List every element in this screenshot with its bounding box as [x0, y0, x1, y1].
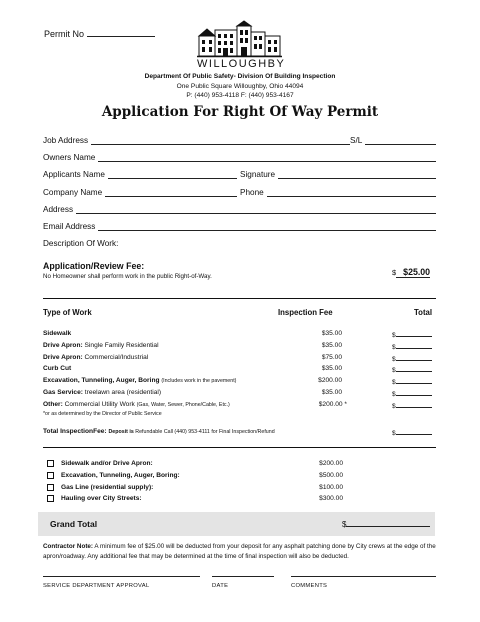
department-address: One Public Square Willoughby, Ohio 44094	[176, 82, 304, 90]
row-type-rest: treelawn area (residential)	[82, 389, 162, 396]
email-address-label: Email Address	[43, 222, 96, 231]
row-type-bold: Curb Cut	[43, 365, 72, 372]
service-approval-label: SERVICE DEPARTMENT APPROVAL	[43, 583, 150, 589]
review-fee-note: No Homeowner shall perform work in the public Right-of-Way.	[43, 273, 212, 280]
row-price: $35.00	[321, 389, 342, 396]
deposit-label: Deposit is	[108, 429, 134, 435]
department-name: Department Of Public Safety- Division Of Building Inspection	[144, 73, 336, 80]
department-header	[0, 72, 480, 101]
table-row	[43, 330, 436, 341]
permit-number-label: Permit No	[44, 29, 85, 39]
deposit-price: $100.00	[319, 484, 343, 491]
signature-label: Signature	[240, 170, 276, 179]
row-total-field[interactable]: $	[392, 401, 436, 410]
review-fee-block	[43, 261, 213, 281]
logo-wordmark: WILLOUGHBY	[197, 58, 286, 70]
table-row	[43, 354, 436, 365]
contractor-note-text: A minimum fee of $25.00 will be deducted from your deposit for any asphalt patching done by City crews at the edge of the apron/roadway. Any additional fee that may be determined at the time of final inspection will also be deducted.	[43, 543, 436, 560]
permit-number-line[interactable]	[87, 28, 155, 37]
applicants-name-field[interactable]	[43, 170, 237, 179]
comments-line[interactable]	[291, 576, 436, 577]
row-type-bold: Drive Apron:	[43, 354, 83, 361]
deposit-label: Excavation, Tunneling, Auger, Boring:	[61, 472, 180, 479]
deposit-price: $300.00	[319, 495, 343, 502]
row-price: $35.00	[321, 342, 342, 349]
section-divider	[43, 298, 436, 299]
row-type-note: (Includes work in the pavement)	[161, 378, 237, 384]
row-type-rest: Commercial/Industrial	[82, 354, 149, 361]
director-footnote: *or as determined by the Director of Public Service	[43, 411, 162, 417]
department-phone: P: (440) 953-4118 F: (440) 953-4167	[186, 92, 294, 99]
address-label: Address	[43, 205, 74, 214]
checkbox[interactable]	[47, 495, 54, 502]
owners-name-label: Owners Name	[43, 153, 96, 162]
permit-number-field	[44, 28, 155, 39]
row-price: $35.00	[321, 365, 342, 372]
row-total-field[interactable]: $	[392, 330, 436, 339]
deposit-label: Sidewalk and/or Drive Apron:	[61, 460, 153, 467]
row-total-field[interactable]: $	[392, 377, 436, 386]
grand-total-field[interactable]: $	[342, 519, 430, 529]
sl-label: S/L	[350, 136, 363, 145]
row-total-field[interactable]: $	[392, 389, 436, 398]
comments-label: COMMENTS	[291, 583, 328, 589]
refund-note: Refundable Call (440) 953-4111 for Final Inspection/Refund	[133, 429, 275, 435]
phone-label: Phone	[240, 188, 264, 197]
total-inspection-field[interactable]: $	[392, 428, 436, 437]
row-price: $200.00 *	[318, 401, 347, 408]
total-inspection-fee-row	[43, 428, 436, 439]
description-label: Description Of Work:	[43, 239, 119, 248]
section-divider	[43, 447, 436, 448]
form-title: Application For Right Of Way Permit	[101, 104, 379, 120]
contractor-note	[43, 542, 441, 561]
row-type-bold: Gas Service:	[43, 389, 83, 396]
deposit-label: Hauling over City Streets:	[61, 495, 142, 502]
deposit-option[interactable]	[47, 460, 343, 471]
grand-total-label: Grand Total	[50, 519, 98, 529]
owners-name-field[interactable]	[43, 153, 436, 162]
row-type-bold: Drive Apron:	[43, 342, 83, 349]
company-name-field[interactable]	[43, 188, 237, 197]
checkbox[interactable]	[47, 460, 54, 467]
deposit-price: $500.00	[319, 472, 343, 479]
row-type-bold: Sidewalk	[43, 330, 72, 337]
service-approval-line[interactable]	[43, 576, 200, 577]
col-type-of-work: Type of Work	[43, 308, 92, 317]
checkbox[interactable]	[47, 484, 54, 491]
applicants-name-label: Applicants Name	[43, 170, 105, 179]
row-price: $75.00	[321, 354, 342, 361]
deposit-option[interactable]	[47, 472, 343, 483]
company-name-label: Company Name	[43, 188, 103, 197]
row-type-note: (Gas, Water, Sewer, Phone/Cable, Etc.)	[136, 402, 230, 408]
row-price: $35.00	[321, 330, 342, 337]
description-field[interactable]	[43, 239, 436, 248]
row-type-rest: Single Family Residential	[82, 342, 159, 349]
checkbox[interactable]	[47, 472, 54, 479]
review-fee-value: $25.00	[396, 267, 430, 278]
col-inspection-fee: Inspection Fee	[278, 308, 333, 317]
row-type-bold: Excavation, Tunneling, Auger, Boring	[43, 377, 160, 384]
deposit-label: Gas Line (residential supply):	[61, 484, 154, 491]
table-row	[43, 342, 436, 353]
phone-field[interactable]	[240, 188, 436, 197]
table-row	[43, 389, 436, 400]
address-field[interactable]	[43, 205, 436, 214]
grand-total-bar	[38, 512, 435, 536]
city-hall-building-icon	[197, 20, 282, 58]
deposit-price: $200.00	[319, 460, 343, 467]
review-fee-amount	[392, 267, 436, 278]
job-address-label: Job Address	[43, 136, 89, 145]
city-logo	[197, 20, 286, 70]
sl-field[interactable]	[350, 136, 436, 145]
row-total-field[interactable]: $	[392, 354, 436, 363]
row-total-field[interactable]: $	[392, 342, 436, 351]
table-row	[43, 377, 436, 388]
row-type-rest: Commercial Utility Work	[62, 401, 137, 408]
email-address-field[interactable]	[43, 222, 436, 231]
contractor-note-label: Contractor Note:	[43, 543, 94, 550]
deposit-option[interactable]	[47, 495, 343, 506]
signature-field[interactable]	[240, 170, 436, 179]
row-price: $200.00	[318, 377, 342, 384]
row-total-field[interactable]: $	[392, 365, 436, 374]
table-row	[43, 365, 436, 376]
row-type-bold: Other:	[43, 401, 63, 408]
review-fee-dollar: $	[392, 268, 397, 277]
col-total: Total	[414, 308, 433, 317]
job-address-field[interactable]	[43, 136, 350, 145]
total-inspection-label: Total InspectionFee:	[43, 428, 107, 435]
deposit-option[interactable]	[47, 484, 343, 495]
review-fee-title: Application/Review Fee:	[43, 261, 145, 271]
date-line[interactable]	[212, 576, 274, 577]
date-label: DATE	[212, 583, 229, 589]
